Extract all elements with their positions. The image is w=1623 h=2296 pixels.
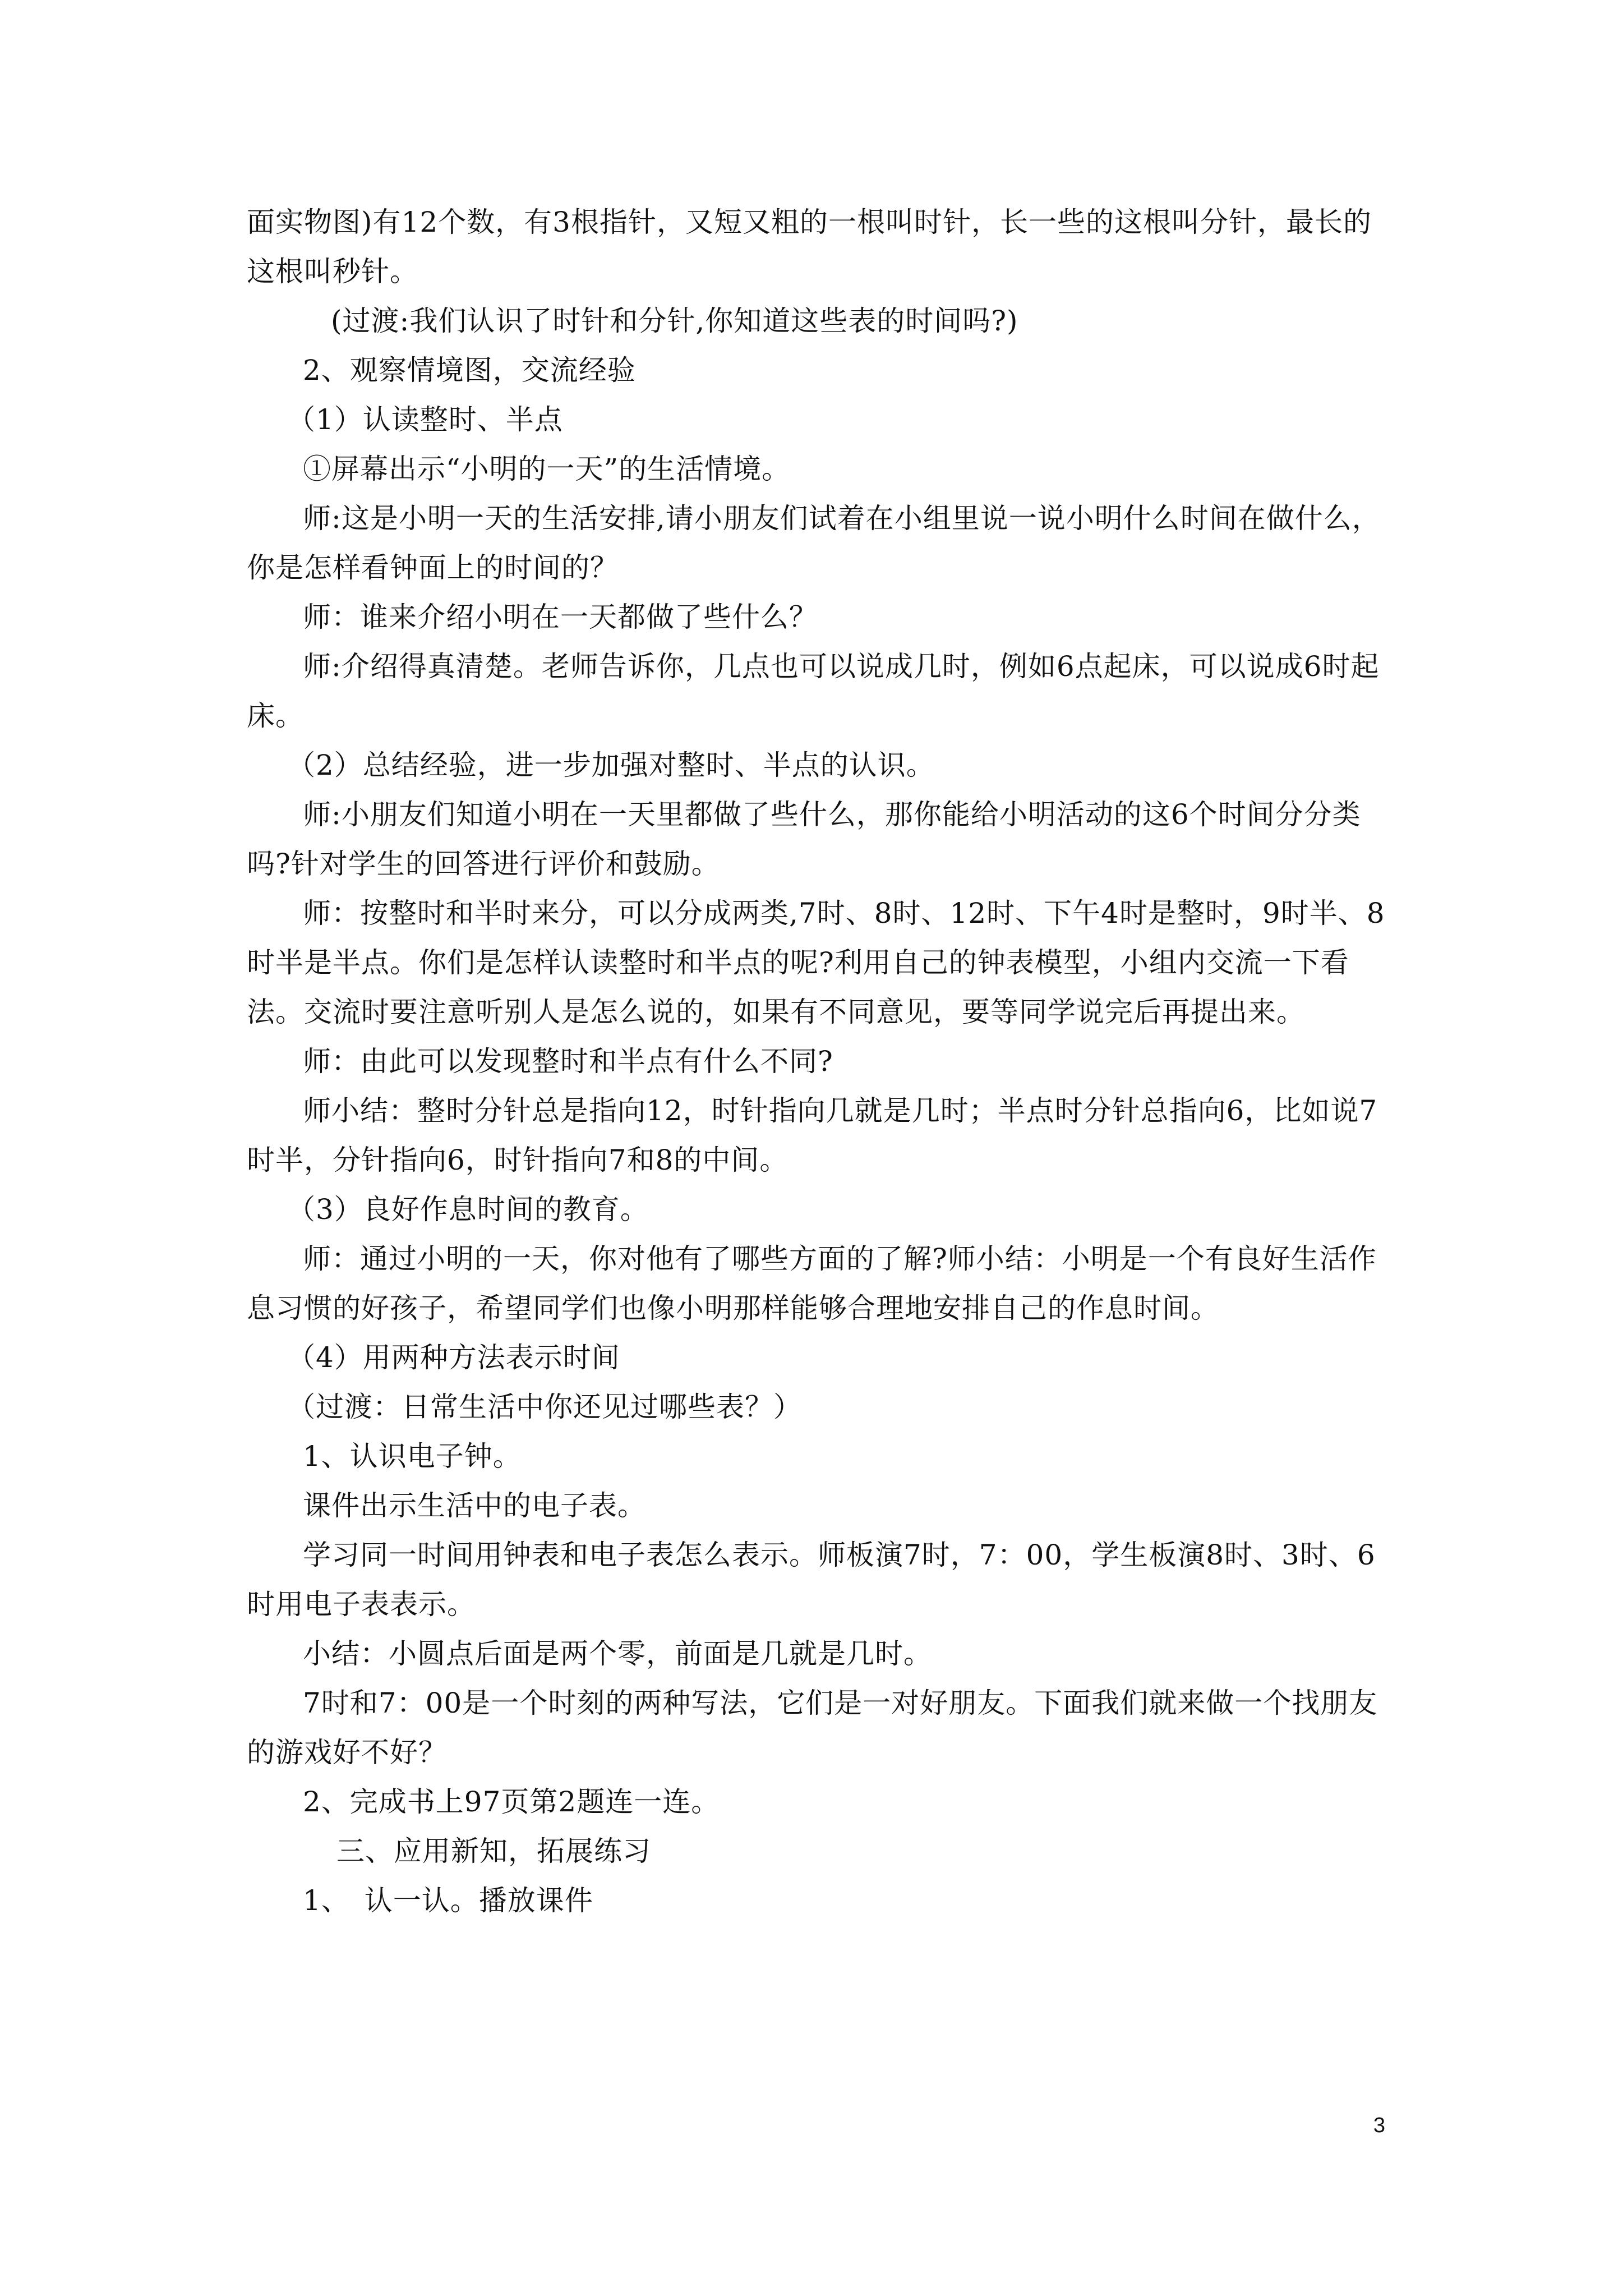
paragraph-courseware: 课件出示生活中的电子表。 [303,1489,646,1522]
paragraph-section-3: 三、应用新知，拓展练习 [336,1835,651,1867]
paragraph-subsection-1: （1）认读整时、半点 [287,403,563,436]
paragraph-teacher-7: 师：通过小明的一天，你对他有了哪些方面的了解?师小结：小明是一个有良好生活作息习惯的好孩子，希望同学们也像小明那样能够合理地安排自己的作息时间。 [247,1243,1377,1324]
paragraph-textbook: 2、完成书上97页第2题连一连。 [303,1786,720,1818]
paragraph-summary-1: 师小结：整时分针总是指向12，时针指向几就是几时；半点时分针总指向6，比如说7时半，分针指向6，时针指向7和8的中间。 [247,1094,1378,1176]
paragraph-transition-1: (过渡:我们认识了时针和分针,你知道这些表的时间吗?) [331,305,1018,337]
paragraph-two-forms: 7时和7：00是一个时刻的两种写法，它们是一对好朋友。下面我们就来做一个找朋友的游戏好不好？ [247,1687,1378,1769]
paragraph-teacher-2: 师：谁来介绍小明在一天都做了些什么？ [303,601,818,633]
paragraph-section-2: 2、观察情境图，交流经验 [303,354,636,386]
paragraph-subsection-2: （2）总结经验，进一步加强对整时、半点的认识。 [287,749,935,781]
paragraph-study-time: 学习同一时间用钟表和电子表怎么表示。师板演7时，7：00，学生板演8时、3时、6时用电子表表示。 [247,1539,1376,1621]
paragraph-clock-hands: 面实物图)有12个数，有3根指针，又短又粗的一根叫时针，长一些的这根叫分针，最长的这根叫秒针。 [247,206,1372,288]
paragraph-teacher-5: 师：按整时和半时来分，可以分成两类,7时、8时、12时、下午4时是整时，9时半、8时半是半点。你们是怎样认读整时和半点的呢?利用自己的钟表模型，小组内交流一下看法。交流时要注意听别人是怎么说的，如果有不同意见，要等同学说完后再提出来。 [247,897,1385,1028]
paragraph-teacher-3: 师:介绍得真清楚。老师告诉你，几点也可以说成几时，例如6点起床，可以说成6时起床。 [247,650,1380,732]
paragraph-subsection-3: （3）良好作息时间的教育。 [287,1193,649,1226]
paragraph-recognize: 1、 认一认。播放课件 [303,1884,593,1917]
page-body [247,197,1385,1925]
paragraph-teacher-6: 师：由此可以发现整时和半点有什么不同? [303,1045,833,1078]
paragraph-summary-2: 小结：小圆点后面是两个零，前面是几就是几时。 [303,1637,932,1670]
paragraph-electronic-clock: 1、认识电子钟。 [303,1440,522,1473]
paragraph-transition-2: （过渡：日常生活中你还见过哪些表？） [287,1391,802,1423]
paragraph-subsection-4: （4）用两种方法表示时间 [287,1341,620,1374]
paragraph-teacher-1: 师:这是小明一天的生活安排,请小朋友们试着在小组里说一说小明什么时间在做什么，你是怎样看钟面上的时间的？ [247,502,1381,584]
paragraph-screen-show: ①屏幕出示“小明的一天”的生活情境。 [303,453,791,485]
paragraph-teacher-4: 师:小朋友们知道小明在一天里都做了些什么，那你能给小明活动的这6个时间分分类吗?针对学生的回答进行评价和鼓励。 [247,798,1361,880]
page-number: 3 [1373,2114,1385,2137]
